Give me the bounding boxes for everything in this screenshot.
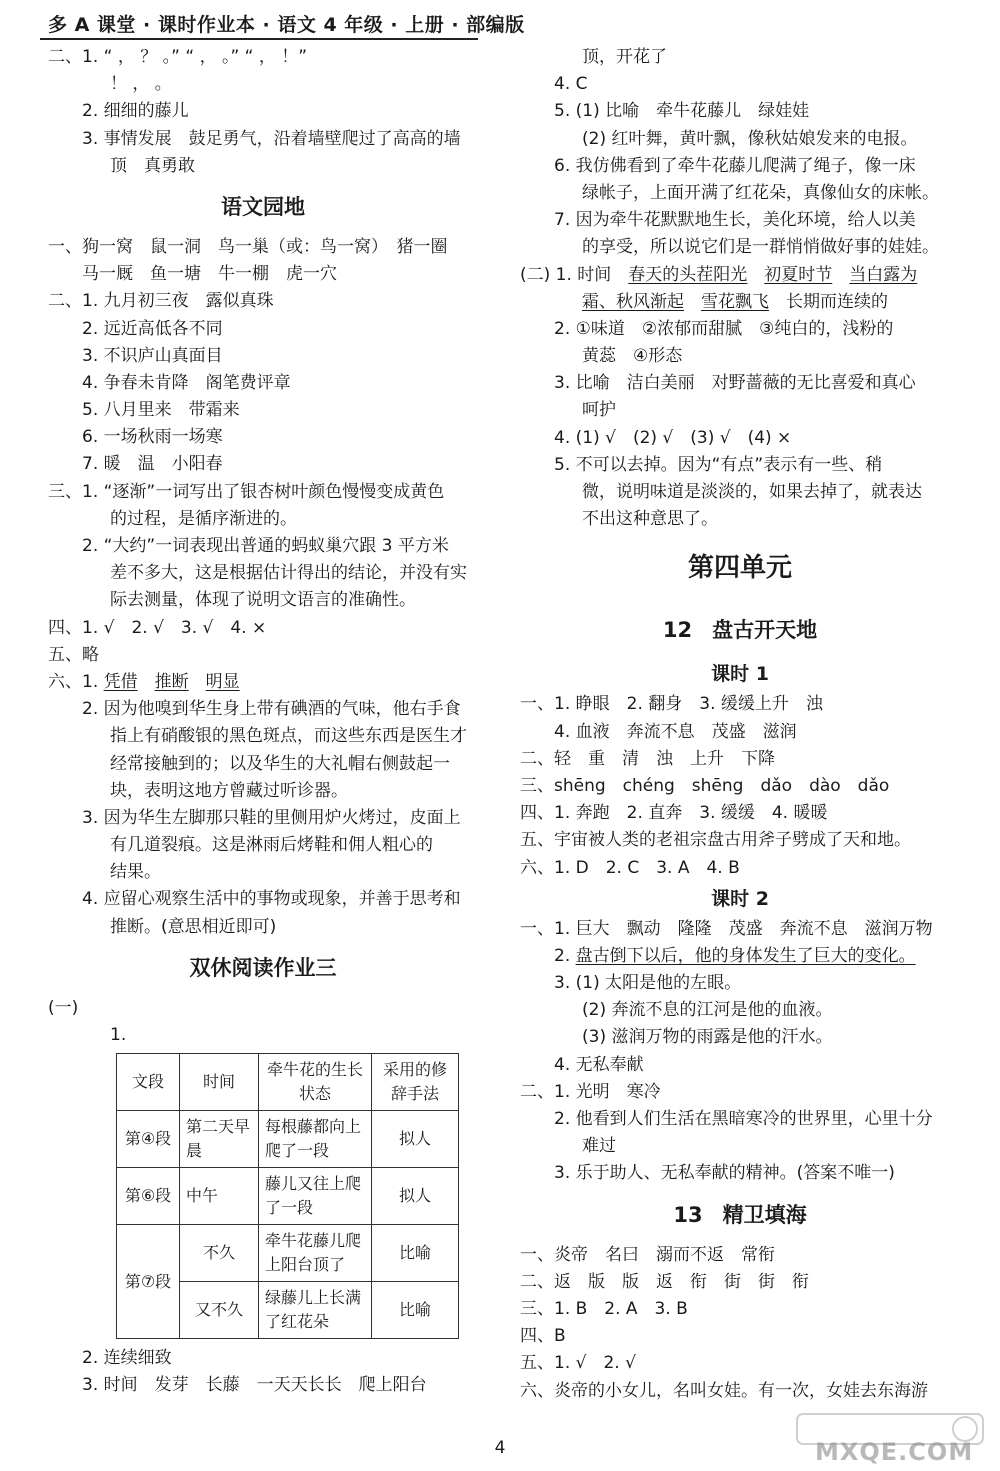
- answer-line: 2. 远近高低各不同: [82, 318, 223, 339]
- book-header: 多 A 课堂 · 课时作业本 · 语文 4 年级 · 上册 · 部编版: [48, 14, 525, 36]
- answer-line: 一、1. 巨大 飘动 隆隆 茂盛 奔流不息 滋润万物: [520, 918, 933, 939]
- answer-line: [520, 262, 960, 289]
- table-header-cell: 时间: [180, 1054, 259, 1111]
- underlined-word: 推断: [154, 671, 189, 692]
- answer-line: (3) 滋润万物的雨露是他的汗水。: [582, 1027, 833, 1048]
- answer-line: 3. 因为华生左脚那只鞋的里侧用炉火烤过，皮面上: [82, 807, 461, 828]
- answer-line: 的享受，所以说它们是一群悄悄做好事的娃娃。: [582, 237, 939, 258]
- answer-line: 2. “大约”一词表现出普通的蚂蚁巢穴跟 3 平方米: [82, 536, 449, 556]
- table-cell: 牵牛花藤儿爬上阳台顶了: [259, 1225, 372, 1282]
- table-row: [117, 1111, 459, 1168]
- answer-line: 的过程，是循序渐进的。: [110, 508, 297, 529]
- answer-line: 3. 乐于助人、无私奉献的精神。(答案不唯一): [554, 1163, 895, 1184]
- answer-line: 二、轻 重 清 浊 上升 下降: [520, 748, 775, 769]
- answer-line: 3. (1) 太阳是他的左眼。: [554, 973, 742, 994]
- answer-line: 顶 真勇敢: [110, 155, 195, 176]
- answer-line: 4. 无私奉献: [554, 1054, 644, 1075]
- lesson-name: 盘古开天地: [712, 618, 818, 643]
- answer-table: [116, 1053, 459, 1339]
- table-cell: 藤儿又往上爬了一段: [259, 1168, 372, 1225]
- lesson-name: 精卫填海: [722, 1202, 807, 1227]
- lesson-title: [520, 1188, 960, 1242]
- answer-line: 一、炎帝 名曰 溺而不返 常衔: [520, 1244, 775, 1265]
- underlined-phrase: 霜、秋风渐起: [582, 291, 684, 312]
- section-title-yuwen-yuandi: 语文园地: [221, 194, 305, 219]
- table-cell: 拟人: [372, 1111, 459, 1168]
- table-row: [117, 1225, 459, 1282]
- table-header-cell: 采用的修辞手法: [372, 1054, 459, 1111]
- table-header-cell: 牵牛花的生长状态: [259, 1054, 372, 1111]
- answer-line: 7. 暖 温 小阳春: [82, 454, 223, 475]
- answer-line: 4. 争春未肯降 阁笔费评章: [82, 372, 291, 393]
- table-cell: 第二天早晨: [180, 1111, 259, 1168]
- answer-line: 三、shēng chéng shēng dǎo dào dǎo: [520, 775, 890, 796]
- answer-line: 黄蕊 ④形态: [582, 346, 683, 367]
- answer-line: 六、炎帝的小女儿，名叫女娃。有一次，女娃去东海游: [520, 1380, 928, 1401]
- answer-prefix: 2.: [554, 945, 576, 966]
- answer-line: 4. 血液 奔流不息 茂盛 滋润: [554, 721, 797, 742]
- answer-line: 2. 因为他嗅到华生身上带有碘酒的气味，他右手食: [82, 699, 461, 720]
- table-cell: 比喻: [372, 1282, 459, 1339]
- answer-prefix: 六、1.: [48, 671, 104, 692]
- section-title-shuangxiu: 双休阅读作业三: [189, 955, 337, 980]
- answer-line: 5. 八月里来 带霜来: [82, 400, 240, 421]
- answer-line: ！ ， 。: [110, 74, 172, 95]
- page-number: 4: [494, 1438, 506, 1458]
- answer-line: 2. 连续细致: [82, 1348, 172, 1369]
- answer-line: 5. (1) 比喻 牵牛花藤儿 绿娃娃: [554, 101, 810, 122]
- answer-line: 四、B: [520, 1326, 566, 1347]
- answer-line: 微，说明味道是淡淡的，如果去掉了，就表达: [582, 482, 922, 502]
- answer-line: 三、1. “逐渐”一词写出了银杏树叶颜色慢慢变成黄色: [48, 481, 445, 502]
- left-column: [48, 44, 478, 1400]
- right-column: [520, 44, 960, 1405]
- underlined-word: 明显: [205, 671, 240, 692]
- period-title: 课时 1: [711, 663, 769, 686]
- answer-line: 2. 细细的藤儿: [82, 101, 189, 122]
- answer-line: 结果。: [110, 862, 161, 883]
- answer-line: 4. (1) √ (2) √ (3) √ (4) ×: [554, 427, 792, 448]
- answer-line: 五、略: [48, 644, 99, 665]
- table-cell: 中午: [180, 1168, 259, 1225]
- table-cell: 绿藤儿上长满了红花朵: [259, 1282, 372, 1339]
- answer-line: 3. 不识庐山真面目: [82, 345, 223, 366]
- answer-line: 经常接触到的；以及华生的大礼帽右侧鼓起一: [110, 753, 450, 774]
- underlined-word: 凭借: [103, 671, 138, 692]
- table-cell: 第⑦段: [117, 1225, 180, 1339]
- part-label: (一): [48, 997, 79, 1018]
- answer-line: [520, 943, 960, 970]
- table-cell: 第⑥段: [117, 1168, 180, 1225]
- answer-line: [48, 669, 478, 696]
- answer-line: 指上有硝酸银的黑色斑点，而这些东西是医生才: [110, 726, 467, 747]
- answer-line: 不出这种意思了。: [582, 509, 718, 530]
- watermark-text: MXQE.COM: [815, 1438, 974, 1466]
- answer-prefix: (二) 1. 时间: [520, 264, 629, 285]
- lesson-number: 12: [662, 618, 693, 643]
- question-number: 1.: [110, 1025, 127, 1045]
- answer-line: 2. 他看到人们生活在黑暗寒冷的世界里，心里十分: [554, 1109, 933, 1129]
- underlined-phrase: 当白露为: [849, 264, 918, 285]
- table-header-row: [117, 1054, 459, 1111]
- answer-line: 际去测量，体现了说明文语言的准确性。: [110, 590, 416, 611]
- answer-line: 绿帐子，上面开满了红花朵，真像仙女的床帐。: [582, 182, 939, 203]
- answer-line: 二、1. 九月初三夜 露似真珠: [48, 291, 274, 312]
- answer-line: 二、返 版 版 返 衔 街 街 衔: [520, 1271, 809, 1292]
- underlined-sentence: 盘古倒下以后，他的身体发生了巨大的变化。: [575, 945, 916, 966]
- header-rule: [40, 38, 478, 40]
- table-header-cell: 文段: [117, 1054, 180, 1111]
- answer-line: [520, 289, 960, 316]
- answer-line: 4. 应留心观察生活中的事物或现象，并善于思考和: [82, 889, 461, 910]
- answer-line: 2. ①味道 ②浓郁而甜腻 ③纯白的，浅粉的: [554, 318, 894, 339]
- answer-line: 难过: [582, 1136, 616, 1157]
- table-row: [117, 1168, 459, 1225]
- answer-line: 有几道裂痕。这是淋雨后烤鞋和佣人粗心的: [110, 835, 433, 856]
- answer-line: 二、1. 光明 寒冷: [520, 1081, 661, 1102]
- answer-line: (2) 红叶舞，黄叶飘，像秋姑娘发来的电报。: [582, 128, 918, 149]
- lesson-number: 13: [673, 1202, 703, 1227]
- table-cell: 拟人: [372, 1168, 459, 1225]
- answer-line: 一、1. 睁眼 2. 翻身 3. 缓缓上升 浊: [520, 694, 823, 715]
- underlined-phrase: 春天的头茬阳光: [628, 264, 748, 285]
- answer-line: 二、1. “ ， ？ 。” “ ， 。” “ ， ！”: [48, 47, 308, 67]
- answer-line: 五、1. √ 2. √: [520, 1353, 636, 1374]
- answer-line: 四、1. √ 2. √ 3. √ 4. ×: [48, 617, 267, 638]
- answer-line: 呵护: [582, 400, 616, 421]
- lesson-title: [520, 603, 960, 657]
- table-cell: 又不久: [180, 1282, 259, 1339]
- answer-line: 推断。(意思相近即可): [110, 916, 277, 937]
- answer-line: 6. 一场秋雨一场寒: [82, 427, 223, 448]
- answer-suffix: 长期而连续的: [769, 291, 888, 312]
- answer-line: 六、1. D 2. C 3. A 4. B: [520, 857, 740, 878]
- table-cell: 不久: [180, 1225, 259, 1282]
- answer-line: 5. 不可以去掉。因为“有点”表示有一些、稍: [554, 454, 883, 475]
- answer-line: 五、宇宙被人类的老祖宗盘古用斧子劈成了天和地。: [520, 830, 911, 851]
- answer-line: 6. 我仿佛看到了牵牛花藤儿爬满了绳子，像一床: [554, 155, 916, 176]
- answer-line: 块，表明这地方曾藏过听诊器。: [110, 780, 348, 801]
- answer-line: 差不多大，这是根据估计得出的结论，并没有实: [110, 563, 467, 584]
- answer-line: 3. 事情发展 鼓足勇气，沿着墙壁爬过了高高的墙: [82, 128, 461, 149]
- period-title: 课时 2: [711, 887, 769, 910]
- answer-line: 一、狗一窝 鼠一洞 鸟一巢（或：鸟一窝） 猪一圈: [48, 236, 448, 257]
- unit-title: 第四单元: [687, 553, 792, 584]
- table-cell: 每根藤都向上爬了一段: [259, 1111, 372, 1168]
- underlined-phrase: 雪花飘飞: [701, 291, 769, 312]
- answer-line: 3. 比喻 洁白美丽 对野蔷薇的无比喜爱和真心: [554, 373, 916, 394]
- table-cell: 比喻: [372, 1225, 459, 1282]
- answer-line: (2) 奔流不息的江河是他的血液。: [582, 1000, 833, 1021]
- answer-line: 7. 因为牵牛花默默地生长，美化环境，给人以美: [554, 210, 916, 231]
- answer-line: 3. 时间 发芽 长藤 一天天长长 爬上阳台: [82, 1375, 427, 1396]
- answer-line: 三、1. B 2. A 3. B: [520, 1298, 688, 1319]
- answer-line: 马一厩 鱼一塘 牛一棚 虎一穴: [82, 264, 337, 285]
- table-cell: 第④段: [117, 1111, 180, 1168]
- answer-line: 四、1. 奔跑 2. 直奔 3. 缓缓 4. 暖暖: [520, 803, 828, 824]
- answer-line: 顶，开花了: [582, 47, 667, 67]
- underlined-phrase: 初夏时节: [764, 264, 833, 285]
- answer-line: 4. C: [554, 74, 588, 95]
